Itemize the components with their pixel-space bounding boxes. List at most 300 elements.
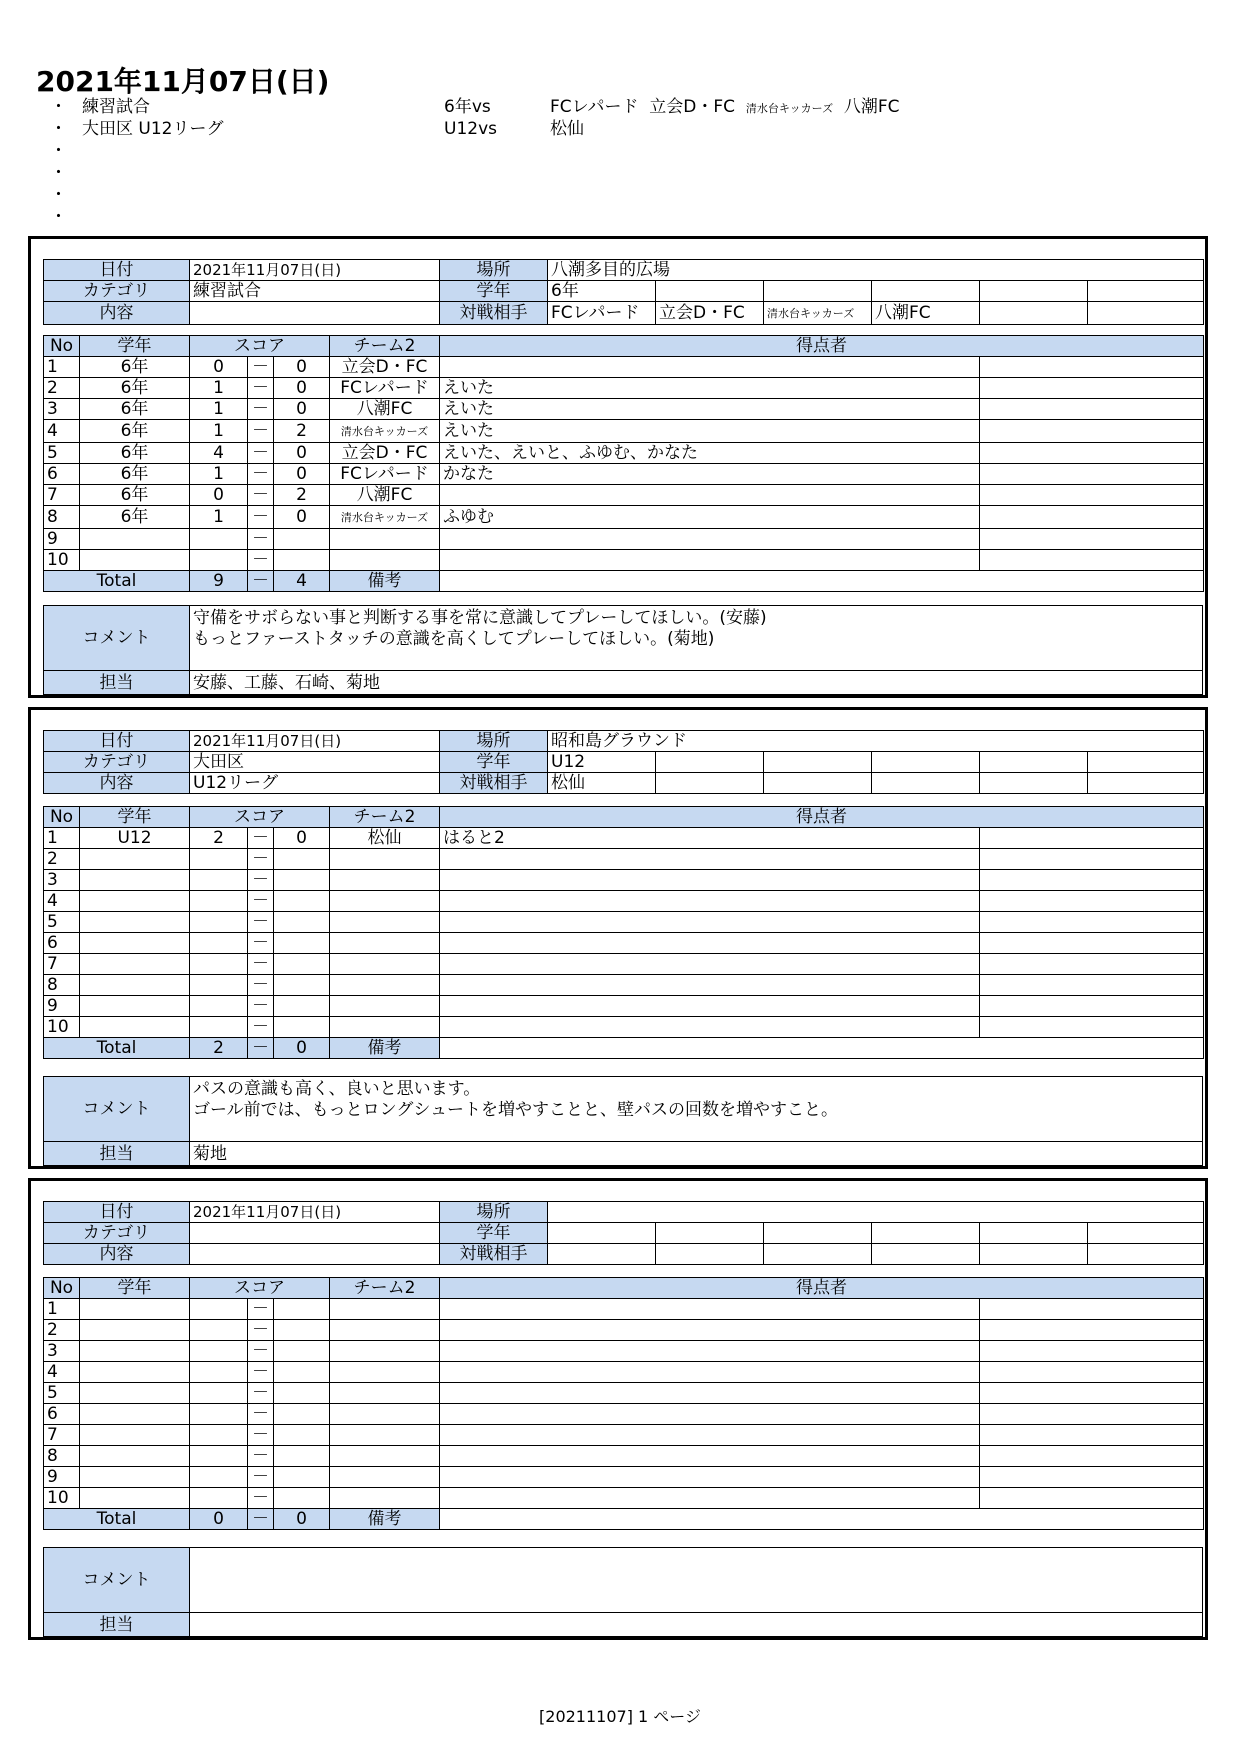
team2-cell xyxy=(330,933,440,954)
scorers-cell xyxy=(440,1488,980,1509)
bullet: ・ xyxy=(50,141,67,161)
score-opp: 0 xyxy=(274,464,330,485)
score-dash: － xyxy=(248,1446,274,1467)
table-row xyxy=(44,357,1204,378)
summary-item xyxy=(50,96,1050,118)
score-dash: － xyxy=(248,357,274,378)
game-grade: 6年 xyxy=(80,357,190,378)
empty-cell xyxy=(980,1404,1204,1425)
table-row xyxy=(44,443,1204,464)
summary-label: 大田区 U12リーグ xyxy=(82,119,224,139)
game-grade xyxy=(80,1383,190,1404)
score-own: 1 xyxy=(190,399,248,420)
score-opp xyxy=(274,1017,330,1038)
score-own xyxy=(190,1299,248,1320)
place-label: 場所 xyxy=(440,1202,548,1223)
score-opp xyxy=(274,1383,330,1404)
score-dash: － xyxy=(248,912,274,933)
game-no: 2 xyxy=(44,378,80,399)
total-row xyxy=(44,571,1204,592)
team2-cell: FCレパード xyxy=(330,378,440,399)
team2-cell: 八潮FC xyxy=(330,485,440,506)
empty-cell xyxy=(980,933,1204,954)
empty-cell xyxy=(980,485,1204,506)
game-no: 4 xyxy=(44,420,80,443)
comment-label: コメント xyxy=(44,1077,190,1142)
total-own: 9 xyxy=(190,571,248,592)
grade-value: U12 xyxy=(548,752,656,773)
empty-cell xyxy=(980,752,1088,773)
game-no: 9 xyxy=(44,1467,80,1488)
opponent-label: 対戦相手 xyxy=(440,302,548,325)
date-value: 2021年11月07日(日) xyxy=(190,731,440,752)
scorers-cell xyxy=(440,550,980,571)
table-row xyxy=(44,1320,1204,1341)
empty-cell xyxy=(980,464,1204,485)
page-footer: [20211107] 1 ページ xyxy=(539,1707,701,1726)
category-value: 練習試合 xyxy=(190,281,440,302)
empty-cell xyxy=(980,1446,1204,1467)
empty-cell xyxy=(872,752,980,773)
match-info-table xyxy=(43,259,1204,325)
score-opp xyxy=(274,849,330,870)
empty-cell xyxy=(1088,281,1204,302)
comment-label: コメント xyxy=(44,606,190,671)
scorers-cell xyxy=(440,1404,980,1425)
scorers-header: 得点者 xyxy=(440,336,1204,357)
table-row xyxy=(44,1362,1204,1383)
total-label: Total xyxy=(44,1038,190,1059)
opponent-cell xyxy=(656,1244,764,1265)
category-value: 大田区 xyxy=(190,752,440,773)
team2-cell xyxy=(330,975,440,996)
summary-opponents xyxy=(550,118,595,140)
score-own xyxy=(190,870,248,891)
score-opp: 0 xyxy=(274,506,330,529)
empty-cell xyxy=(980,849,1204,870)
remarks-value xyxy=(440,1038,1204,1059)
empty-cell xyxy=(980,550,1204,571)
game-no: 7 xyxy=(44,1425,80,1446)
games-table xyxy=(43,1277,1204,1530)
score-opp xyxy=(274,1488,330,1509)
team2-cell xyxy=(330,1017,440,1038)
scorers-cell xyxy=(440,1299,980,1320)
score-dash: － xyxy=(248,1383,274,1404)
total-opp: 0 xyxy=(274,1509,330,1530)
team2-cell: 立会D・FC xyxy=(330,443,440,464)
score-own: 2 xyxy=(190,828,248,849)
score-opp xyxy=(274,1320,330,1341)
score-dash: － xyxy=(248,550,274,571)
empty-cell xyxy=(980,1017,1204,1038)
comment-text xyxy=(190,606,1203,671)
grade-header: 学年 xyxy=(80,336,190,357)
empty-cell xyxy=(980,891,1204,912)
table-row xyxy=(44,464,1204,485)
comment-text xyxy=(190,1077,1203,1142)
empty-cell xyxy=(872,1223,980,1244)
game-grade xyxy=(80,975,190,996)
game-grade: 6年 xyxy=(80,420,190,443)
score-own xyxy=(190,975,248,996)
summary-item xyxy=(50,184,1050,206)
score-dash: － xyxy=(248,828,274,849)
empty-cell xyxy=(980,378,1204,399)
score-opp xyxy=(274,1404,330,1425)
table-row xyxy=(44,485,1204,506)
comment-label: コメント xyxy=(44,1548,190,1613)
team2-cell xyxy=(330,1299,440,1320)
comment-line: ゴール前では、もっとロングシュートを増やすことと、壁パスの回数を増やすこと。 xyxy=(193,1100,838,1120)
team2-cell xyxy=(330,996,440,1017)
table-row xyxy=(44,849,1204,870)
game-no: 8 xyxy=(44,506,80,529)
team2-cell xyxy=(330,550,440,571)
opponent-cell: FCレパード xyxy=(548,302,656,325)
category-label: カテゴリ xyxy=(44,752,190,773)
game-grade xyxy=(80,996,190,1017)
grade-value xyxy=(548,1223,656,1244)
opponent-cell: 立会D・FC xyxy=(656,302,764,325)
empty-cell xyxy=(980,281,1088,302)
game-grade xyxy=(80,912,190,933)
game-no: 4 xyxy=(44,891,80,912)
empty-cell xyxy=(656,752,764,773)
game-no: 8 xyxy=(44,1446,80,1467)
team2-cell xyxy=(330,1383,440,1404)
opponent-cell xyxy=(980,302,1088,325)
score-opp xyxy=(274,550,330,571)
score-opp: 0 xyxy=(274,399,330,420)
staff-label: 担当 xyxy=(44,1142,190,1166)
score-dash: － xyxy=(248,1404,274,1425)
games-table xyxy=(43,335,1204,592)
team2-cell xyxy=(330,891,440,912)
summary-item xyxy=(50,206,1050,228)
match-block xyxy=(28,707,1208,1169)
game-no: 4 xyxy=(44,1362,80,1383)
opponent-cell xyxy=(980,1244,1088,1265)
table-row xyxy=(44,550,1204,571)
summary-label: 練習試合 xyxy=(82,97,150,117)
scorers-cell: えいた、えいと、ふゆむ、かなた xyxy=(440,443,980,464)
no-header: No xyxy=(44,336,80,357)
table-row xyxy=(44,891,1204,912)
comment-line: パスの意識も高く、良いと思います。 xyxy=(193,1079,481,1099)
match-info-table xyxy=(43,730,1204,794)
empty-cell xyxy=(980,357,1204,378)
staff-value: 菊地 xyxy=(190,1142,1203,1166)
empty-cell xyxy=(764,752,872,773)
empty-cell xyxy=(980,1362,1204,1383)
scorers-cell: ふゆむ xyxy=(440,506,980,529)
game-no: 3 xyxy=(44,399,80,420)
score-opp xyxy=(274,870,330,891)
empty-cell xyxy=(980,420,1204,443)
score-dash: － xyxy=(248,1299,274,1320)
empty-cell xyxy=(980,1320,1204,1341)
game-no: 10 xyxy=(44,1017,80,1038)
scorers-cell xyxy=(440,1425,980,1446)
scorers-cell xyxy=(440,912,980,933)
score-dash: － xyxy=(248,996,274,1017)
total-label: Total xyxy=(44,1509,190,1530)
score-own: 4 xyxy=(190,443,248,464)
opponent-cell xyxy=(872,1244,980,1265)
table-row xyxy=(44,529,1204,550)
total-label: Total xyxy=(44,571,190,592)
team2-cell: 清水台キッカーズ xyxy=(330,506,440,529)
opponent-cell xyxy=(1088,302,1204,325)
category-label: カテゴリ xyxy=(44,1223,190,1244)
opponent-cell xyxy=(872,773,980,794)
game-no: 6 xyxy=(44,464,80,485)
opponent-cell: 八潮FC xyxy=(872,302,980,325)
scorers-cell xyxy=(440,849,980,870)
game-no: 10 xyxy=(44,550,80,571)
team2-cell xyxy=(330,529,440,550)
score-own xyxy=(190,1446,248,1467)
score-own xyxy=(190,1341,248,1362)
bullet: ・ xyxy=(50,97,67,117)
bullet: ・ xyxy=(50,163,67,183)
scorers-cell xyxy=(440,933,980,954)
summary-opponent: 八潮FC xyxy=(843,97,900,117)
score-own xyxy=(190,1425,248,1446)
date-label: 日付 xyxy=(44,1202,190,1223)
content-label: 内容 xyxy=(44,773,190,794)
team2-cell xyxy=(330,1341,440,1362)
score-own xyxy=(190,849,248,870)
place-label: 場所 xyxy=(440,260,548,281)
game-grade xyxy=(80,1341,190,1362)
empty-cell xyxy=(980,1383,1204,1404)
date-label: 日付 xyxy=(44,731,190,752)
score-opp: 0 xyxy=(274,378,330,399)
score-dash: － xyxy=(248,1467,274,1488)
scorers-cell xyxy=(440,485,980,506)
scorers-cell xyxy=(440,1017,980,1038)
score-own xyxy=(190,1467,248,1488)
score-opp: 2 xyxy=(274,420,330,443)
score-own: 0 xyxy=(190,485,248,506)
score-own xyxy=(190,1017,248,1038)
opponent-cell xyxy=(1088,773,1204,794)
empty-cell xyxy=(980,443,1204,464)
team2-cell xyxy=(330,1446,440,1467)
scorers-cell xyxy=(440,357,980,378)
game-grade xyxy=(80,1299,190,1320)
comment-line: 守備をサボらない事と判断する事を常に意識してプレーしてほしい。(安藤) xyxy=(193,608,767,628)
game-grade xyxy=(80,1488,190,1509)
team2-cell xyxy=(330,1404,440,1425)
score-own xyxy=(190,1488,248,1509)
score-opp xyxy=(274,1362,330,1383)
place-value xyxy=(548,1202,1204,1223)
game-no: 1 xyxy=(44,1299,80,1320)
opponent-cell: 清水台キッカーズ xyxy=(764,302,872,325)
score-own xyxy=(190,933,248,954)
game-grade: 6年 xyxy=(80,506,190,529)
table-row xyxy=(44,1341,1204,1362)
scorers-cell xyxy=(440,954,980,975)
score-opp xyxy=(274,1446,330,1467)
score-opp xyxy=(274,1425,330,1446)
table-row xyxy=(44,1446,1204,1467)
game-no: 1 xyxy=(44,357,80,378)
staff-value: 安藤、工藤、石崎、菊地 xyxy=(190,671,1203,695)
score-dash: － xyxy=(248,891,274,912)
score-own xyxy=(190,996,248,1017)
empty-cell xyxy=(980,870,1204,891)
date-value: 2021年11月07日(日) xyxy=(190,260,440,281)
match-block xyxy=(28,1178,1208,1640)
total-opp: 0 xyxy=(274,1038,330,1059)
opponent-cell xyxy=(548,1244,656,1265)
table-row xyxy=(44,870,1204,891)
table-row xyxy=(44,1488,1204,1509)
opponent-label: 対戦相手 xyxy=(440,773,548,794)
empty-cell xyxy=(980,1223,1088,1244)
table-row xyxy=(44,912,1204,933)
scorers-cell: かなた xyxy=(440,464,980,485)
score-own xyxy=(190,912,248,933)
score-opp xyxy=(274,1341,330,1362)
empty-cell xyxy=(980,912,1204,933)
summary-grade: U12vs xyxy=(444,119,497,139)
empty-cell xyxy=(980,529,1204,550)
scorers-cell xyxy=(440,1383,980,1404)
opponent-cell: 松仙 xyxy=(548,773,656,794)
remarks-value xyxy=(440,571,1204,592)
game-no: 8 xyxy=(44,975,80,996)
score-dash: － xyxy=(248,464,274,485)
summary-list xyxy=(50,96,1050,228)
score-own: 1 xyxy=(190,378,248,399)
score-opp xyxy=(274,975,330,996)
score-dash: － xyxy=(248,870,274,891)
opponent-cell xyxy=(764,773,872,794)
opponent-label: 対戦相手 xyxy=(440,1244,548,1265)
table-row xyxy=(44,1017,1204,1038)
table-row xyxy=(44,420,1204,443)
score-opp xyxy=(274,529,330,550)
grade-label: 学年 xyxy=(440,752,548,773)
table-row xyxy=(44,975,1204,996)
score-dash: － xyxy=(248,1017,274,1038)
total-dash: － xyxy=(248,571,274,592)
empty-cell xyxy=(1088,752,1204,773)
comment-text xyxy=(190,1548,1203,1613)
no-header: No xyxy=(44,807,80,828)
scorers-cell xyxy=(440,891,980,912)
grade-header: 学年 xyxy=(80,807,190,828)
score-dash: － xyxy=(248,849,274,870)
game-grade xyxy=(80,1425,190,1446)
total-row xyxy=(44,1509,1204,1530)
content-value xyxy=(190,302,440,325)
game-no: 9 xyxy=(44,529,80,550)
game-grade: 6年 xyxy=(80,378,190,399)
table-row xyxy=(44,1383,1204,1404)
score-opp xyxy=(274,954,330,975)
summary-item xyxy=(50,162,1050,184)
score-header: スコア xyxy=(190,336,330,357)
empty-cell xyxy=(980,954,1204,975)
comment-table xyxy=(43,1076,1203,1166)
game-no: 5 xyxy=(44,1383,80,1404)
opponent-cell xyxy=(1088,1244,1204,1265)
score-own xyxy=(190,954,248,975)
total-own: 2 xyxy=(190,1038,248,1059)
score-dash: － xyxy=(248,1320,274,1341)
game-grade xyxy=(80,954,190,975)
score-dash: － xyxy=(248,399,274,420)
total-opp: 4 xyxy=(274,571,330,592)
empty-cell xyxy=(980,1299,1204,1320)
empty-cell xyxy=(980,1425,1204,1446)
score-opp xyxy=(274,996,330,1017)
scorers-cell: えいた xyxy=(440,420,980,443)
category-label: カテゴリ xyxy=(44,281,190,302)
total-dash: － xyxy=(248,1038,274,1059)
scorers-cell xyxy=(440,975,980,996)
score-opp xyxy=(274,1299,330,1320)
score-own xyxy=(190,891,248,912)
place-label: 場所 xyxy=(440,731,548,752)
game-grade: 6年 xyxy=(80,443,190,464)
page-title: 2021年11月07日(日) xyxy=(36,65,330,98)
game-no: 9 xyxy=(44,996,80,1017)
score-own: 1 xyxy=(190,464,248,485)
staff-value xyxy=(190,1613,1203,1637)
team2-cell: 松仙 xyxy=(330,828,440,849)
comment-line: もっとファーストタッチの意識を高くしてプレーしてほしい。(菊地) xyxy=(193,629,715,649)
date-value: 2021年11月07日(日) xyxy=(190,1202,440,1223)
score-opp xyxy=(274,1467,330,1488)
score-own: 1 xyxy=(190,420,248,443)
game-grade xyxy=(80,1446,190,1467)
team2-cell xyxy=(330,1425,440,1446)
comment-table xyxy=(43,605,1203,695)
empty-cell xyxy=(980,399,1204,420)
scorers-cell xyxy=(440,529,980,550)
score-dash: － xyxy=(248,954,274,975)
empty-cell xyxy=(980,828,1204,849)
game-grade xyxy=(80,1017,190,1038)
remarks-label: 備考 xyxy=(330,1038,440,1059)
category-value xyxy=(190,1223,440,1244)
opponent-cell xyxy=(764,1244,872,1265)
team2-cell xyxy=(330,870,440,891)
team2-cell xyxy=(330,954,440,975)
scorers-cell: はると2 xyxy=(440,828,980,849)
game-no: 10 xyxy=(44,1488,80,1509)
table-row xyxy=(44,1299,1204,1320)
scorers-cell xyxy=(440,1341,980,1362)
score-own xyxy=(190,1362,248,1383)
scorers-cell xyxy=(440,1320,980,1341)
table-row xyxy=(44,506,1204,529)
score-own xyxy=(190,550,248,571)
score-own xyxy=(190,1383,248,1404)
game-no: 3 xyxy=(44,870,80,891)
opponent-cell xyxy=(656,773,764,794)
summary-opponents xyxy=(550,96,910,120)
empty-cell xyxy=(656,281,764,302)
game-grade xyxy=(80,529,190,550)
